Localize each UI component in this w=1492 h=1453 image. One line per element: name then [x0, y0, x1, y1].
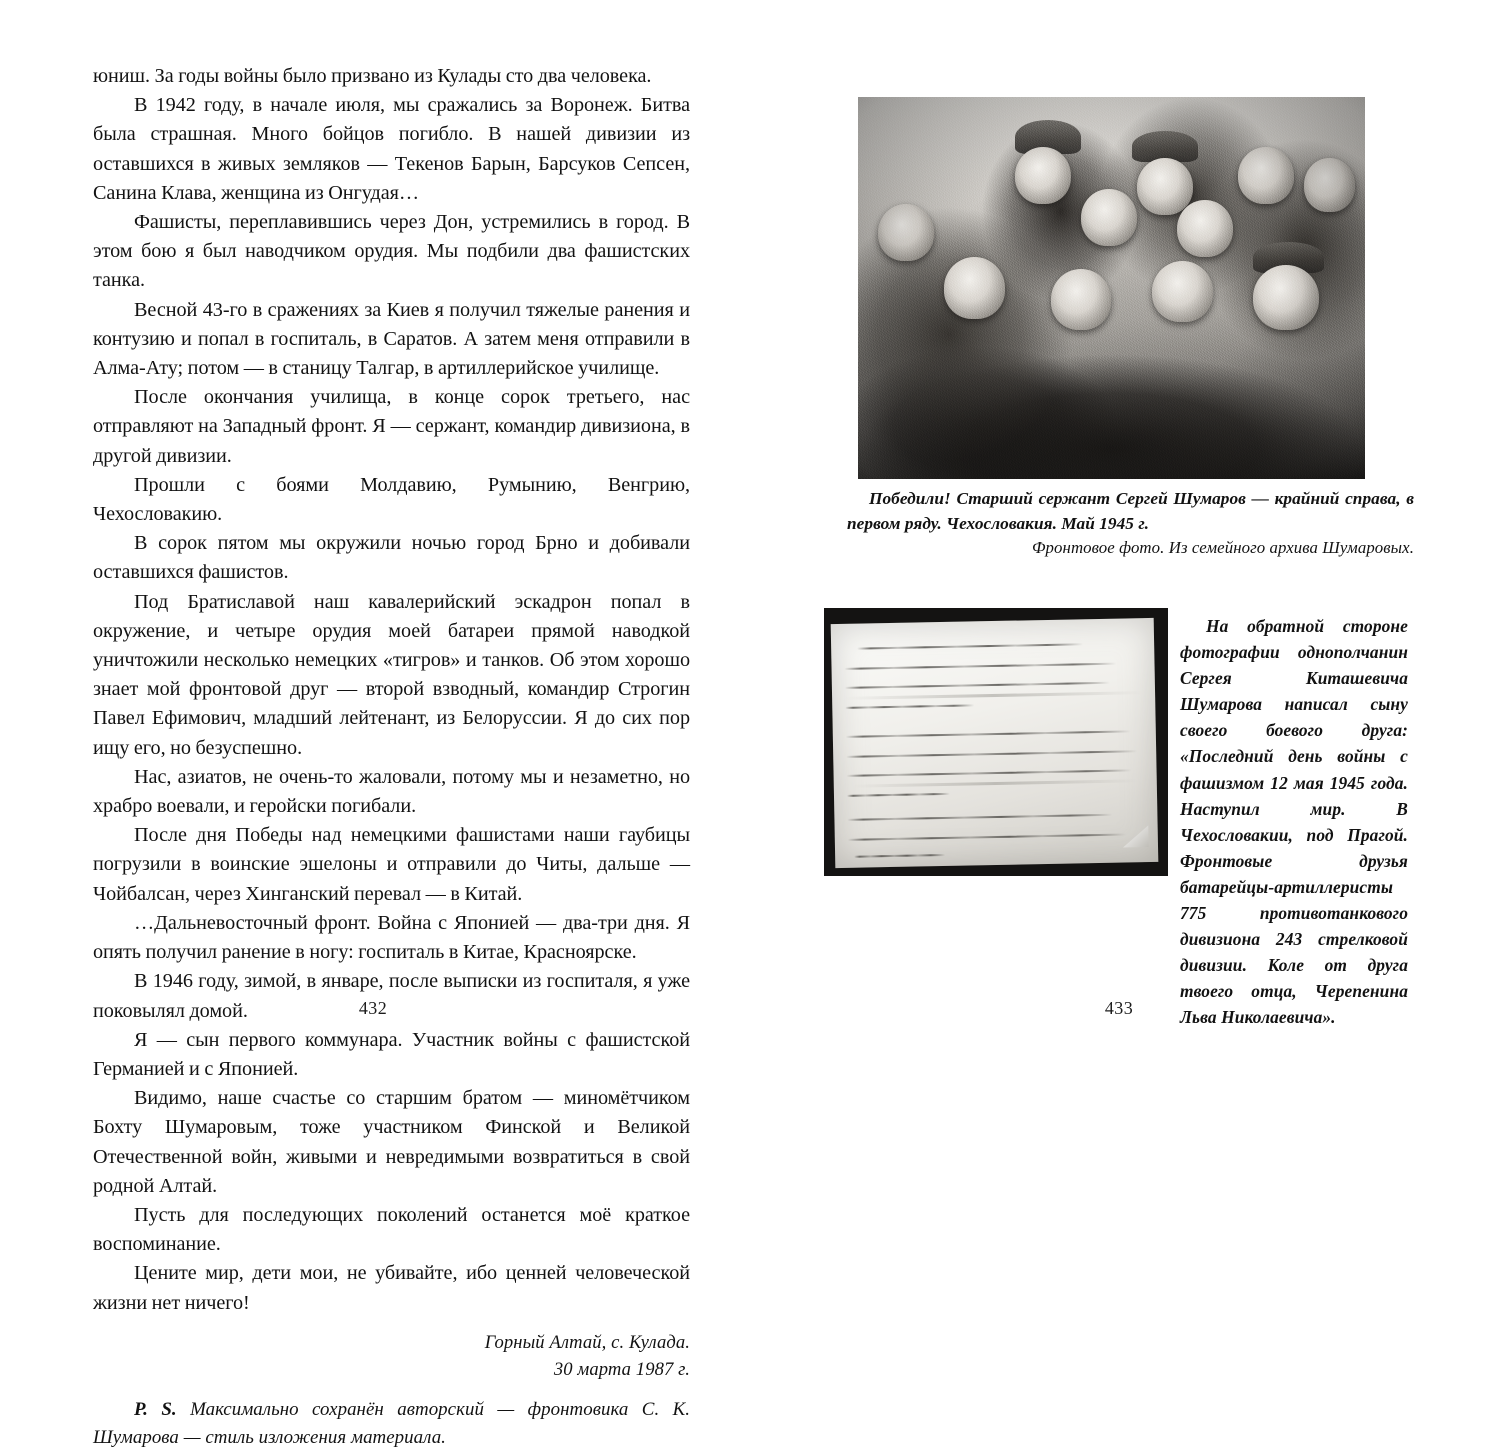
paragraph: Цените мир, дети мои, не убивайте, ибо ценней человеческой жизни нет ничего! — [93, 1262, 690, 1314]
handwriting-line — [857, 644, 1083, 650]
handwriting-line — [845, 731, 1130, 738]
handwriting-line — [847, 833, 1125, 840]
page-right — [746, 0, 1492, 1058]
paper-corner-fold — [1122, 826, 1148, 848]
handwriting-line — [846, 750, 1137, 758]
handwritten-note-photograph — [824, 608, 1168, 876]
paragraph: Прошли с боями Молдавию, Румынию, Венгрию, Чехословакию. — [93, 473, 690, 526]
handwriting-line — [854, 854, 945, 858]
paragraph: В 1946 году, зимой, в январе, после выписки из госпиталя, я уже поковылял домой. — [93, 970, 690, 1022]
group-photo-caption: Победили! Старший сержант Сергей Шумаров — крайний справа, в первом ряду. Чехословакия. Май 1945 г. — [847, 489, 1414, 533]
group-photo-credit: Фронтовое фото. Из семейного архива Шумаровых. — [1031, 538, 1414, 557]
note-description: На обратной стороне фотографии однополчанин Сергея Киташевича Шумарова написал сыну своего боевого друга: «Последний день войны с фашизмом 12 мая 1945 года. Наступил мир. В Чехословакии, под Прагой. Фронтовые друзья батарейцы-артиллеристы 775 противотанкового дивизиона 243 стрелковой дивизии. Коле от друга твоего отца, Черепенина Льва Николаевича». — [1180, 616, 1408, 1028]
paper-crease — [845, 692, 1142, 701]
paragraph: В сорок пятом мы окружили ночью город Брно и добивали оставшихся фашистов. — [93, 532, 690, 584]
paragraph: юниш. За годы войны было призвано из Кулады сто два человека. — [93, 65, 652, 87]
handwriting-line — [846, 770, 1131, 777]
photo-vignette — [858, 97, 1365, 479]
paragraph: Весной 43-го в сражениях за Киев я получил тяжелые ранения и контузию и попал в госпиталь, в Саратов. А затем меня отправили в Алма-Ату; потом — в станицу Талгар, в артиллерийское училище. — [93, 298, 690, 380]
page-number-left: 432 — [358, 998, 388, 1018]
paragraph: Я — сын первого коммунара. Участник войны с фашистской Германией и с Японией. — [93, 1028, 690, 1080]
handwriting-line — [845, 705, 974, 709]
handwriting-line — [844, 663, 1116, 670]
signature-block — [93, 1318, 690, 1384]
note-paper — [830, 618, 1158, 868]
handwriting-line — [847, 814, 1112, 821]
paragraph: Под Братиславой наш кавалерийский эскадрон попал в окружение, и четыре орудия моей батареи прямой наводкой уничтожили несколько немецких «тигров» и танков. Об этом хорошо знает мой фронтовой друг — второй взводный, командир Строгин Павел Ефимович, младший лейтенант, из Белоруссии. Я до сих пор ищу его, но безуспешно. — [93, 590, 690, 759]
paragraph: Пусть для последующих поколений останется моё краткое воспоминание. — [93, 1203, 690, 1256]
paragraph: Видимо, наше счастье со старшим братом — миномётчиком Бохту Шумаровым, тоже участником Финской и Великой Отечественной войн, живыми и невредимыми возвратиться в свой родной Алтай. — [93, 1087, 690, 1197]
paragraph: Фашисты, переплавившись через Дон, устремились в город. В этом бою я был наводчиком орудия. Мы подбили два фашистских танка. — [93, 211, 690, 292]
page-number-right: 433 — [1104, 998, 1134, 1018]
page-left — [0, 0, 746, 1449]
paragraph: Нас, азиатов, не очень-то жаловали, потому мы и незаметно, но храбро воевали, и геройски погибали. — [93, 765, 690, 818]
group-photograph — [858, 97, 1365, 479]
handwriting-line — [844, 683, 1109, 690]
postscript-label: P. S. — [134, 1398, 177, 1420]
signature-place: Горный Алтай, с. Кулада. — [484, 1331, 690, 1353]
signature-date: 30 марта 1987 г. — [553, 1359, 690, 1381]
paper-crease — [853, 780, 1138, 788]
paragraph: В 1942 году, в начале июля, мы сражались за Воронеж. Битва была страшная. Много бойцов погибло. В нашей дивизии из оставшихся в живых земляков — Текенов Барын, Барсуков Сепсен, Санина Клава, женщина из Онгудая… — [93, 94, 690, 204]
handwriting-line — [846, 793, 950, 797]
postscript — [93, 1384, 690, 1453]
paragraph: После дня Победы над немецкими фашистами наши гаубицы погрузили в воинские эшелоны и отправили до Читы, дальше — Чойбалсан, через Хинганский перевал — в Китай. — [93, 824, 690, 905]
paragraph: …Дальневосточный фронт. Война с Японией — два-три дня. Я опять получил ранение в ногу: госпиталь в Китае, Красноярске. — [93, 911, 690, 964]
paragraph: После окончания училища, в конце сорок третьего, нас отправляют на Западный фронт. Я — сержант, командир дивизиона, в другой дивизии. — [93, 386, 690, 467]
postscript-text: Максимально сохранён авторский — фронтовика С. К. Шумарова — стиль изложения материала. — [93, 1398, 690, 1449]
memoir-text-column — [93, 62, 690, 1453]
